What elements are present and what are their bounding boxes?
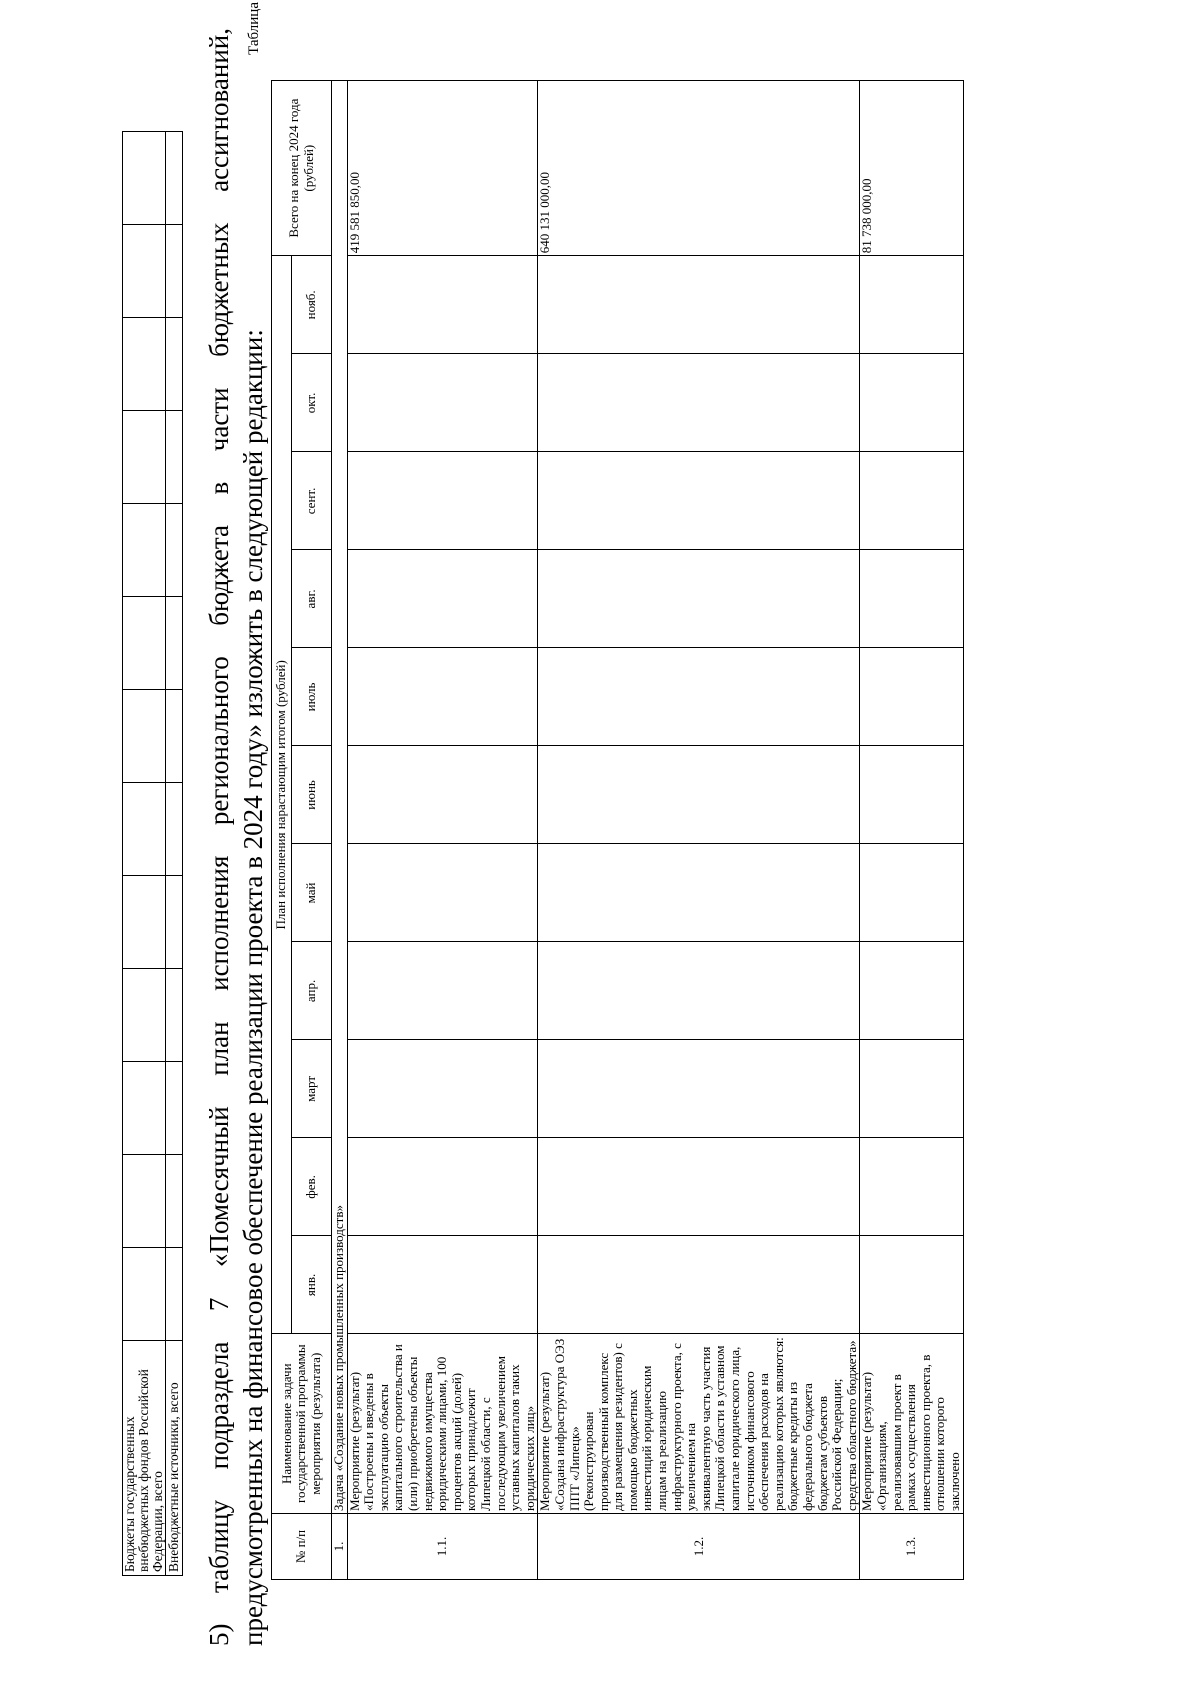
total-amount: 419 581 850,00 [347,81,538,256]
table-row [123,132,166,1576]
header-month: авг. [292,550,332,648]
header-month: фев. [292,1138,332,1236]
header-month: апр. [292,942,332,1040]
table-row [860,81,963,1580]
total-amount: 81 738 000,00 [860,81,963,256]
header-month: июль [292,648,332,746]
header-month: сент. [292,452,332,550]
row-number: 1.2. [538,1513,860,1579]
activity-name: Мероприятие (результат) «Организациям, реализовавшим проект в рамках осуществления инвестиционного проекта, в отношении которого заключено [860,1334,963,1514]
row-number: 1.3. [860,1513,963,1579]
header-month: нояб. [292,256,332,354]
header-number: № п/п [272,1513,332,1579]
header-month: янв. [292,1236,332,1334]
table-row [347,81,538,1580]
amendment-paragraph [202,28,270,1646]
row-number: 1.1. [347,1513,538,1579]
header-plan-group: План исполнения нарастающим итогом (рублей) [272,256,292,1334]
header-month: окт. [292,354,332,452]
table-row [166,132,183,1576]
header-month: июнь [292,746,332,844]
table-row [538,81,860,1580]
monthly-plan-table [271,80,964,1580]
table-caption: Таблица [246,2,262,55]
funding-sources-table [122,131,183,1576]
funding-source-label: Внебюджетные источники, всего [166,1341,183,1576]
header-month: май [292,844,332,942]
activity-name: Мероприятие (результат) «Создана инфраструктура ОЭЗ ППТ «Липецк» (Реконструирован производственный комплекс для размещения резидентов) с помощью бюджетных инвестиций юридическим лицам на реализацию инфраструктурного проекта, с увеличением на эквивалентную часть участия Липецкой области в уставном капитале юридического лица, источником финансового обеспечения расходов на реализацию которых являются: бюджетные кредиты из федерального бюджета бюджетам субъектов Российской Федерации; средства областного бюджета» [538,1334,860,1514]
paragraph-line: предусмотренных на финансовое обеспечение реализации проекта в 2024 году» изложить в следующей редакции: [238,329,268,1646]
table-row [332,81,348,1580]
activity-name: Мероприятие (результат) «Построены и введены в эксплуатацию объекты капитального строительства и (или) приобретены объекты недвижимого имущества юридическими лицами, 100 процентов акций (долей) которых принадлежит Липецкой области, с последующим увеличением уставных капиталов таких юридических лиц» [347,1334,538,1514]
paragraph-line: 5) таблицу подраздела 7 «Помесячный план исполнения регионального бюджета в части бюджетных ассигнований, [204,28,234,1646]
task-name: Задача «Создание новых промышленных производств» [332,81,348,1514]
header-name: Наименование задачи государственной программы мероприятия (результата) [272,1334,332,1514]
total-amount: 640 131 000,00 [538,81,860,256]
header-row [272,81,292,1580]
row-number: 1. [332,1513,348,1579]
funding-source-label: Бюджеты государственных внебюджетных фондов Российской Федерации, всего [123,1341,166,1576]
header-month: март [292,1040,332,1138]
header-total: Всего на конец 2024 года (рублей) [272,81,332,256]
